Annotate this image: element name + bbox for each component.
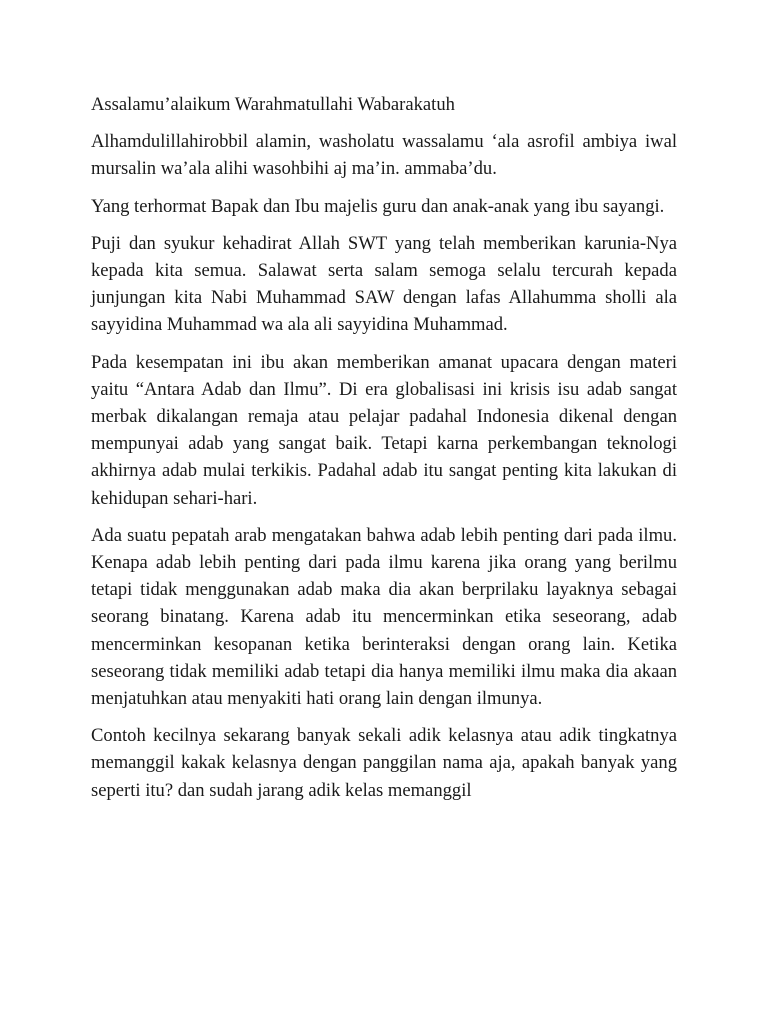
greeting-paragraph: Assalamu’alaikum Warahmatullahi Wabarakatuh: [91, 94, 455, 115]
example-paragraph: Contoh kecilnya sekarang banyak sekali adik kelasnya atau adik tingkatnya memanggil kakak kelasnya dengan panggilan nama aja, apakah banyak yang seperti itu? dan sudah jarang adik kelas memanggil: [91, 725, 677, 801]
praise-paragraph: Puji dan syukur kehadirat Allah SWT yang telah memberikan karunia-Nya kepada kita semua. Salawat serta salam semoga selalu tercurah kepada junjungan kita Nabi Muhammad SAW dengan lafas Allahumma sholli ala sayyidina Muhammad wa ala ali sayyidina Muhammad.: [91, 232, 677, 336]
opening-prayer-paragraph: Alhamdulillahirobbil alamin, washolatu wassalamu ‘ala asrofil ambiya iwal mursalin wa’ala alihi wasohbihi aj ma’in. ammaba’du.: [91, 131, 677, 180]
salutation-paragraph: Yang terhormat Bapak dan Ibu majelis guru dan anak-anak yang ibu sayangi.: [91, 195, 665, 217]
topic-paragraph: Pada kesempatan ini ibu akan memberikan amanat upacara dengan materi yaitu “Antara Adab dan Ilmu”. Di era globalisasi ini krisis isu adab sangat merbak dikalangan remaja atau pelajar padahal Indonesia dikenal dengan mempunyai adab yang sangat baik. Tetapi karna perkembangan teknologi akhirnya adab mulai terkikis. Padahal adab itu sangat penting kita lakukan di kehidupan sehari-hari.: [91, 351, 677, 509]
document-body: [91, 91, 677, 814]
proverb-paragraph: Ada suatu pepatah arab mengatakan bahwa adab lebih penting dari pada ilmu. Kenapa adab lebih penting dari pada ilmu karena jika orang yang berilmu tetapi tidak menggunakan adab maka dia akan berprilaku layaknya sebagai seorang binatang. Karena adab itu mencerminkan etika seseorang, adab mencerminkan kesopanan ketika berinteraksi dengan orang lain. Ketika seseorang tidak memiliki adab tetapi dia hanya memiliki ilmu maka dia akaan menjatuhkan atau menyakiti hati orang lain dengan ilmunya.: [91, 524, 677, 710]
